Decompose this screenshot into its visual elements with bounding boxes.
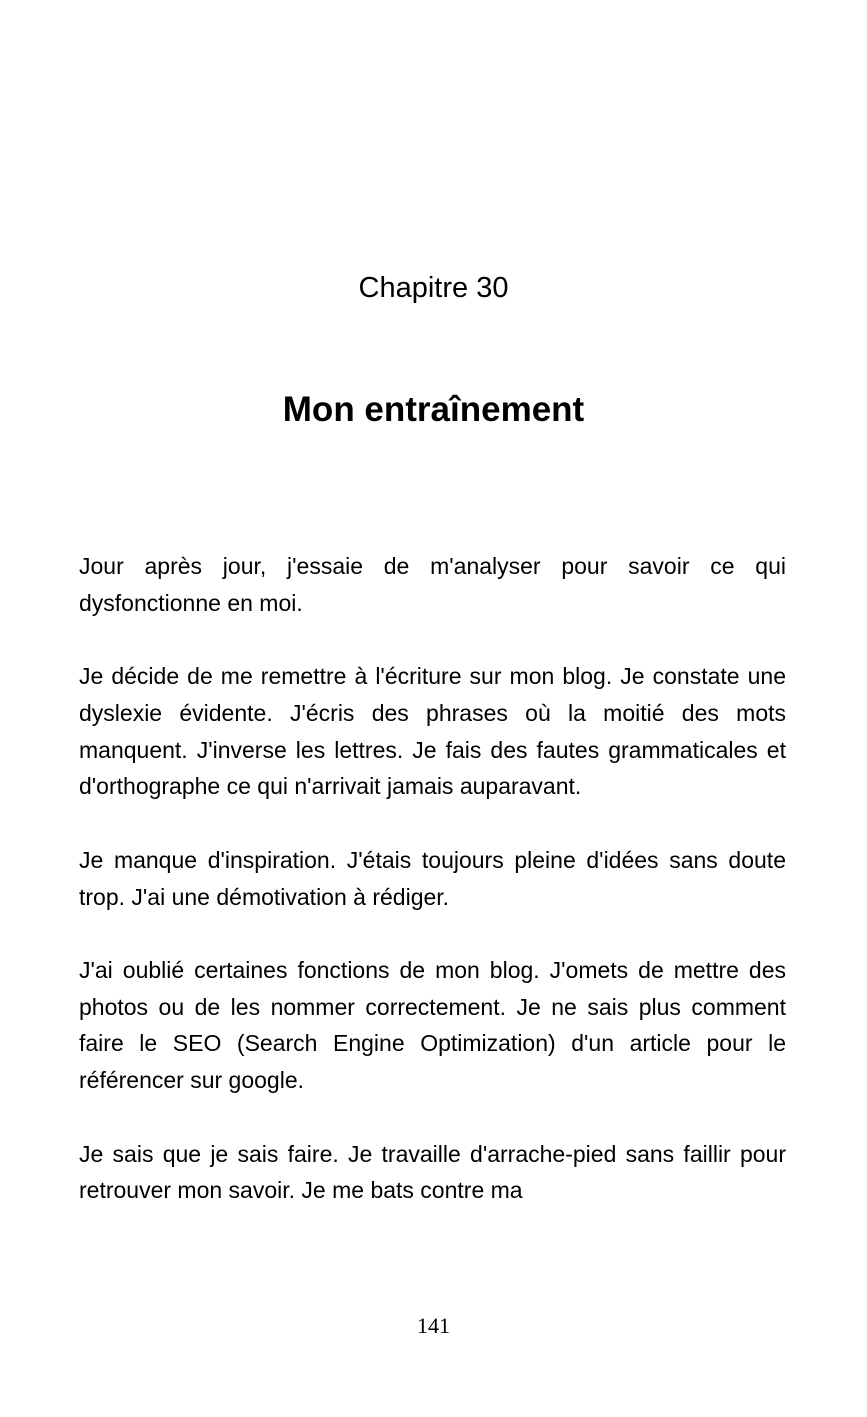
paragraph: Je décide de me remettre à l'écriture sur mon blog. Je constate une dyslexie évidente. J'écris des phrases où la moitié des mots manquent. J'inverse les lettres. Je fais des fautes grammaticales et d'orthographe ce qui n'arrivait jamais auparavant. — [79, 663, 786, 800]
chapter-title: Mon entraînement — [282, 390, 585, 429]
chapter-number: Chapitre 30 — [358, 272, 509, 304]
paragraph: Jour après jour, j'essaie de m'analyser pour savoir ce qui dysfonctionne en moi. — [79, 553, 786, 616]
page-number: 141 — [417, 1313, 450, 1338]
chapter-body — [79, 548, 786, 1246]
paragraph: Je sais que je sais faire. Je travaille d'arrache-pied sans faillir pour retrouver mon savoir. Je me bats contre ma — [79, 1140, 786, 1204]
paragraph: J'ai oublié certaines fonctions de mon blog. J'omets de mettre des photos ou de les nommer correctement. Je ne sais plus comment faire le SEO (Search Engine Optimization) d'un article pour le référencer sur google. — [79, 956, 786, 1094]
paragraph: Je manque d'inspiration. J'étais toujours pleine d'idées sans doute trop. J'ai une démotivation à rédiger. — [79, 846, 786, 910]
